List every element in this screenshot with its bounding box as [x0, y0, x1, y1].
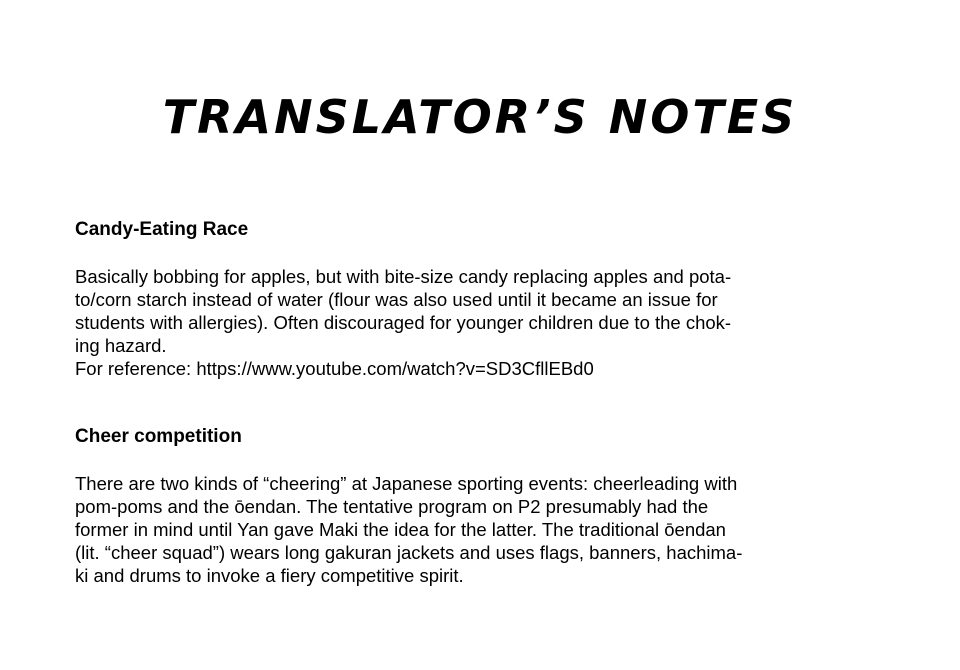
- note-heading: Cheer competition: [75, 426, 242, 447]
- reference-line: For reference: https://www.youtube.com/watch?v=SD3CfllEBd0: [75, 358, 594, 379]
- page-title: TRANSLATOR’S NOTES: [162, 90, 798, 144]
- note-line: Basically bobbing for apples, but with bite-size candy replacing apples and pota-: [75, 266, 732, 287]
- note-line: (lit. “cheer squad”) wears long gakuran jackets and uses flags, banners, hachima-: [75, 542, 743, 563]
- note-line: There are two kinds of “cheering” at Japanese sporting events: cheerleading with: [75, 473, 738, 494]
- note-line: pom-poms and the ōendan. The tentative program on P2 presumably had the: [75, 496, 709, 517]
- note-body: [75, 265, 895, 380]
- note-line: ing hazard.: [75, 335, 167, 356]
- note-line: ki and drums to invoke a fiery competitive spirit.: [75, 565, 464, 586]
- note-heading: Candy-Eating Race: [75, 219, 249, 240]
- note-candy-eating-race: [75, 218, 895, 380]
- note-line: former in mind until Yan gave Maki the idea for the latter. The traditional ōendan: [75, 519, 726, 540]
- note-cheer-competition: [75, 425, 895, 587]
- note-line: students with allergies). Often discouraged for younger children due to the chok-: [75, 312, 732, 333]
- note-body: [75, 472, 895, 587]
- note-line: to/corn starch instead of water (flour was also used until it became an issue for: [75, 289, 718, 310]
